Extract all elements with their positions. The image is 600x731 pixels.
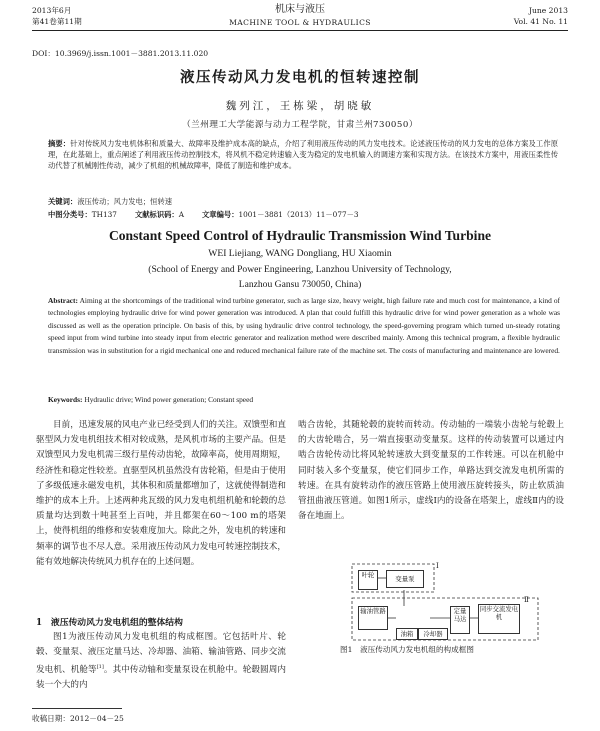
header-journal-cn: 机床与液压 [275,4,325,15]
affiliation-en-line2: Lanzhou Gansu 730050, China) [238,279,362,290]
abstract-en-text: Aiming at the shortcomings of the traditional wind turbine generator, such as large size, heavy weight, high failure rate and much cost for maintenance, a kind of technologies employing hydraulic drive for wind power generation was introduced. A plan that could fulfill this hydraulic drive for wind power generation as a whole was discussed as well as the operation principle. On basis of this, by using hydraulic drive control technology, the speed-governing program which turned un-steady rotating speed input from wind turbine into steady input from electric generator and realization method were described mainly. Among this technical program, a flexible hydraulic transmission was in substitution for a rigid mechanical one and reduced mechanical failure rate of the machine set. The costs of manufacturing and maintenance are lowered. [48,296,560,355]
keywords-en-label: Keywords: [48,395,83,404]
header-volume-en: Vol. 41 No. 11 [513,17,568,26]
abstract-cn [48,138,558,172]
figure-box-cooler: 冷却器 [418,628,448,640]
header-journal-en: MACHINE TOOL & HYDRAULICS [229,18,371,27]
abstract-en [48,295,560,357]
figure-1-caption: 图1 液压传动风力发电机组的构成框图 [340,645,474,654]
article-no-label: 文章编号： [202,210,239,219]
header-volume-issue: 第41卷第11期 [32,17,82,26]
doi: DOI：10.3969/j.issn.1001－3881.2013.11.020 [32,49,209,58]
figure-roman-1: Ⅰ [436,562,439,570]
figure-roman-2: Ⅱ [524,596,529,604]
figure-box-variable-pump: 变量泵 [386,570,424,588]
body-right-column: 啮合齿轮，其随轮毂的旋转而转动。传动轴的一端装小齿轮与轮毂上的大齿轮啮合，另一端直接驱动变量泵。这样的传动装置可以通过内啮合齿轮传动比将风轮转速放大到变量泵的工作转速。可以在机舱中同时装入多个变量泵，使它们同步工作，单路达到交流发电机所需的转速。在具有旋转动作的液压管路上使用液压旋转接头，防止软质油管扭曲液压管道。如图1所示，虚线Ⅰ内的设备在塔架上，虚线Ⅱ内的设备在地面上。 [298,420,564,522]
doc-code-value: A [178,210,185,219]
body-section1-left [36,630,286,694]
doc-code-label: 文献标识码： [134,210,179,219]
footnote-received-date: 收稿日期：2012－04－25 [32,714,124,723]
figure-box-oil-pipeline: 输油管路 [358,606,388,630]
body-intro-left: 目前，迅速发展的风电产业已经受到人们的关注。双馈型和直驱型风力发电机组技术相对较成熟，是风机市场的主要产品。但是双馈型风力发电机需三级行星传动齿轮，故障率高，使用周期短，经济性和稳定性较差。直驱型风机虽然没有齿轮箱，但是由于使用了多级低速永磁发电机，其体积和质量都增加了，这就使得制造和维护的成本上升。上述两种兆瓦级的风力发电机组机舱和轮毂的总质量均达到数十吨甚至上百吨，并且都架在60～100 m的塔架上，使得机组的维修和安装难度加大。除此之外，发电机的转速和频率的调节也不尽人意。采用液压传动风力发电可转速控制技术，能有效地解决传统风力机存在的上述问题。 [36,420,286,567]
keywords-cn [48,196,172,207]
keywords-cn-label: 关键词： [48,197,78,206]
figure-1 [350,560,540,642]
figure-box-fixed-motor: 定量马达 [450,606,470,634]
paper-title-cn: 液压传动风力发电机的恒转速控制 [180,69,420,86]
abstract-cn-label: 摘要： [48,139,71,148]
header-date-en: June 2013 [528,6,568,15]
authors-cn: 魏列江，王栋梁，胡晓敏 [225,100,375,112]
header-date: 2013年6月 [32,6,72,15]
abstract-en-label: Abstract: [48,296,78,305]
footnote-rule [32,708,122,709]
figure-box-sync-generator: 同步交流发电机 [478,604,520,634]
citation-ref-1: [1] [96,664,104,671]
abstract-cn-text: 针对传统风力发电机体积和质量大、故障率及维护成本高的缺点，介绍了利用液压传动的风力发电技术。论述液压传动的风力发电的总体方案及工作原理，在此基础上，重点阐述了利用液压传动控制技术，将风机不稳定转速输入变为稳定的发电机输入的调速方案和实现方法。在该技术方案中，用液压柔性传动代替了机械刚性传动，减少了机组的机械故障率，降低了制造和维护成本。 [48,139,559,171]
keywords-cn-text: 液压传动；风力发电；恒转速 [77,197,173,206]
clc-label: 中图分类号： [48,210,92,219]
header-rule [32,30,568,31]
authors-en: WEI Liejiang, WANG Dongliang, HU Xiaomin [208,248,392,259]
keywords-en-text: Hydraulic drive; Wind power generation; Constant speed [84,395,254,404]
affiliation-cn: （兰州理工大学能源与动力工程学院，甘肃兰州730050） [182,120,418,130]
body-section1-text: 图1为液压传动风力发电机组的构成框图。它包括叶片、轮毂、变量泵、液压定量马达、冷却器、油箱、输油管路、同步交流发电机、机舱等 [36,632,286,676]
body-section1-text-end: 。其中传动轴和变量泵设在机舱中。轮毂圆周内装一个大的内 [36,665,286,691]
paper-title-en: Constant Speed Control of Hydraulic Transmission Wind Turbine [108,228,492,243]
classification-line [48,209,568,220]
figure-box-oil-tank: 油箱 [396,628,418,640]
keywords-en [48,394,253,406]
section-heading-1: 1 液压传动风力发电机组的整体结构 [36,618,183,628]
affiliation-en-line1: (School of Energy and Power Engineering, Lanzhou University of Technology, [148,264,452,275]
figure-box-impeller: 叶轮 [358,570,378,590]
clc-value: TH137 [91,210,117,219]
article-no-value: 1001－3881（2013）11－077－3 [238,210,359,219]
